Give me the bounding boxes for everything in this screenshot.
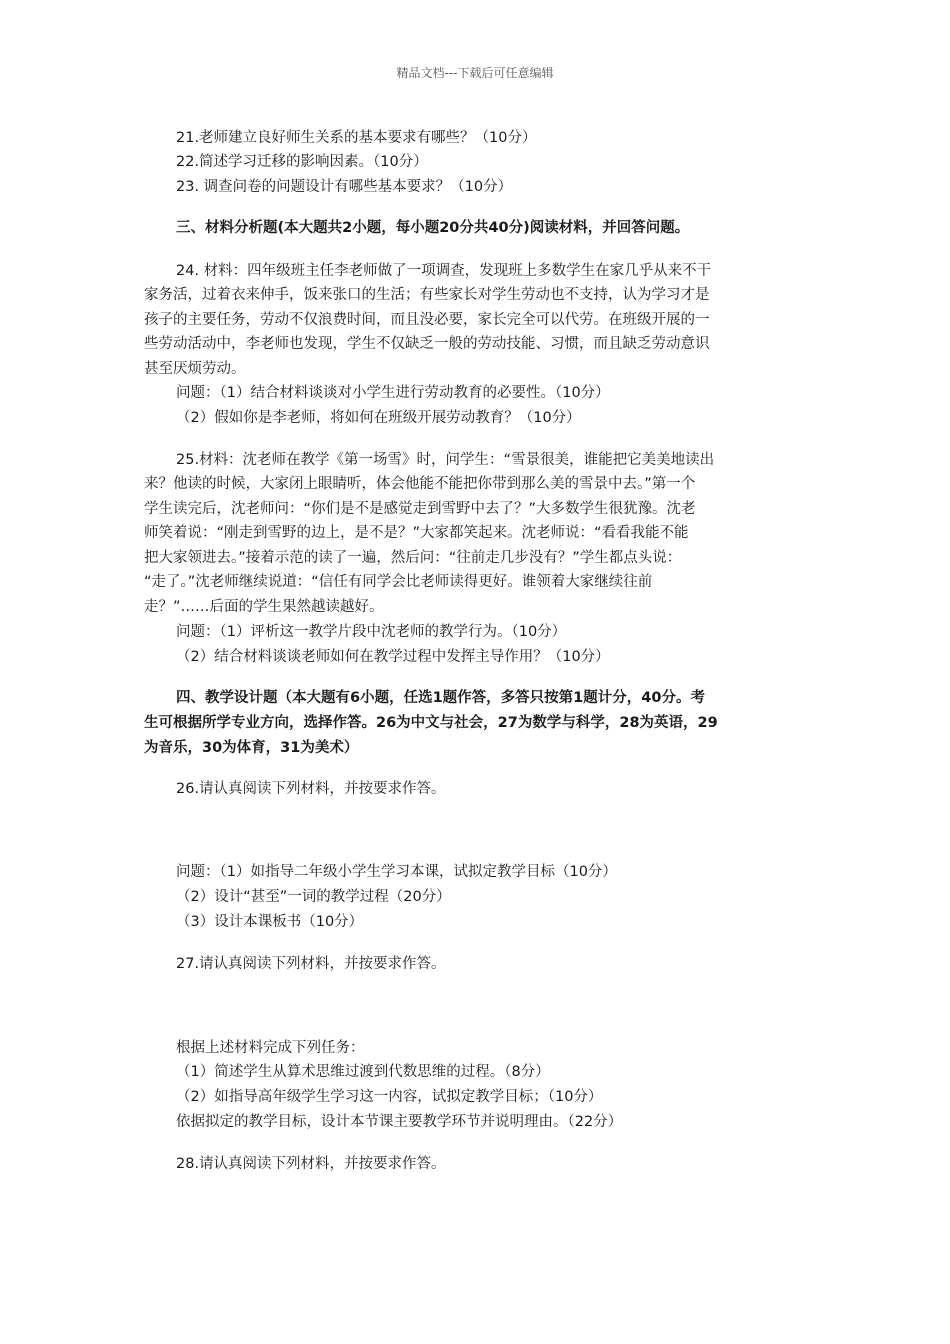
section-3-heading: 三、材料分析题(本大题共2小题，每小题20分共40分)阅读材料，并回答问题。: [176, 220, 690, 236]
question-26-part-3: （3）设计本课板书（10分）: [176, 914, 364, 930]
section-4-heading: 生可根据所学专业方向，选择作答。26为中文与社会，27为数学与科学，28为英语，29: [144, 715, 718, 731]
question-23: 23. 调查问卷的问题设计有哪些基本要求？（10分）: [176, 179, 513, 195]
question-22: 22.简述学习迁移的影响因素。（10分）: [176, 154, 428, 170]
material-24-line: 些劳动活动中，李老师也发现，学生不仅缺乏一般的劳动技能、习惯，而且缺乏劳动意识: [144, 336, 710, 352]
question-21: 21.老师建立良好师生关系的基本要求有哪些？（10分）: [176, 130, 537, 146]
question-26-part-2: （2）设计“甚至”一词的教学过程（20分）: [176, 889, 451, 905]
question-27-part-2: （2）如指导高年级学生学习这一内容，试拟定教学目标；（10分）: [176, 1089, 603, 1105]
question-25-part-2: （2）结合材料谈谈老师如何在教学过程中发挥主导作用？（10分）: [176, 649, 610, 665]
question-27-intro: 根据上述材料完成下列任务：: [176, 1040, 365, 1056]
material-25-line: 走？”……后面的学生果然越读越好。: [144, 599, 384, 615]
question-26: 26.请认真阅读下列材料，并按要求作答。: [176, 781, 446, 797]
material-25-line: “走了。”沈老师继续说道：“信任有同学会比老师读得更好。谁领着大家继续往前: [144, 574, 653, 590]
question-25-part-1: 问题：（1）评析这一教学片段中沈老师的教学行为。（10分）: [176, 624, 567, 640]
section-4-heading: 为音乐，30为体育，31为美术）: [144, 740, 359, 756]
material-24-line: 甚至厌烦劳动。: [144, 361, 246, 377]
material-25-line: 来？他读的时候，大家闭上眼睛听，体会他能不能把你带到那么美的雪景中去。”第一个: [144, 476, 696, 492]
material-25-line: 把大家领进去。”接着示范的读了一遍，然后问：“往前走几步没有？”学生都点头说：: [144, 550, 682, 566]
page-header: 精品文档---下载后可任意编辑: [396, 66, 554, 80]
material-25-line: 师笑着说：“刚走到雪野的边上，是不是？”大家都笑起来。沈老师说：“看看我能不能: [144, 525, 689, 541]
question-27-part-3: 依据拟定的教学目标，设计本节课主要教学环节并说明理由。（22分）: [176, 1114, 623, 1130]
material-25-line: 学生读完后，沈老师问：“你们是不是感觉走到雪野中去了？”大多数学生很犹豫。沈老: [144, 501, 696, 517]
question-26-part-1: 问题：（1）如指导二年级小学生学习本课，试拟定教学目标（10分）: [176, 864, 617, 880]
question-24-part-1: 问题：（1）结合材料谈谈对小学生进行劳动教育的必要性。（10分）: [176, 385, 610, 401]
material-25-line: 25.材料：沈老师在教学《第一场雪》时，问学生：“雪景很美，谁能把它美美地读出: [176, 452, 715, 468]
material-24-line: 孩子的主要任务，劳动不仅浪费时间，而且没必要，家长完全可以代劳。在班级开展的一: [144, 312, 710, 328]
material-24-line: 家务活，过着衣来伸手，饭来张口的生活；有些家长对学生劳动也不支持，认为学习才是: [144, 287, 710, 303]
material-24-line: 24. 材料：四年级班主任李老师做了一项调查，发现班上多数学生在家几乎从来不干: [176, 263, 712, 279]
section-4-heading: 四、教学设计题（本大题有6小题，任选1题作答，多答只按第1题计分，40分。考: [176, 690, 705, 706]
question-27-part-1: （1）简述学生从算术思维过渡到代数思维的过程。（8分）: [176, 1064, 550, 1080]
question-28: 28.请认真阅读下列材料，并按要求作答。: [176, 1156, 446, 1172]
question-27: 27.请认真阅读下列材料，并按要求作答。: [176, 956, 446, 972]
question-24-part-2: （2）假如你是李老师，将如何在班级开展劳动教育？（10分）: [176, 410, 581, 426]
